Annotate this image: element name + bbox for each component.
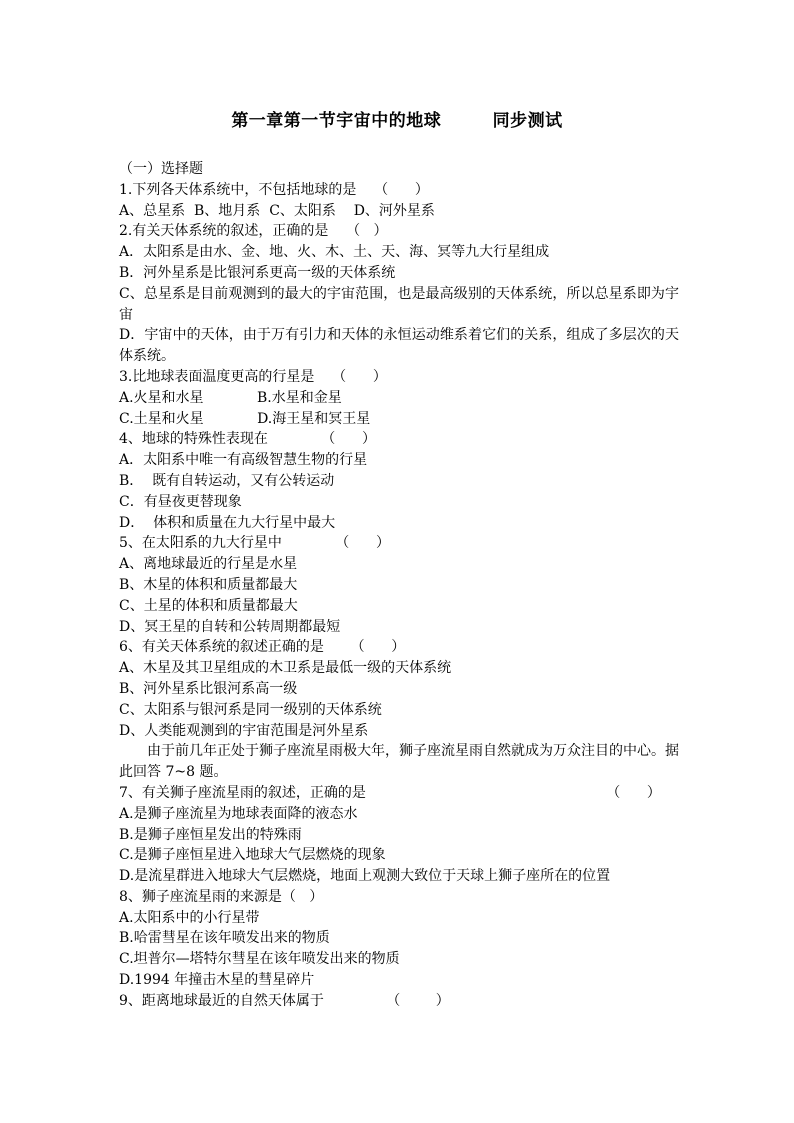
document-title: 第一章第一节宇宙中的地球 同步测试 [231, 111, 563, 131]
question-6-option-b: B、河外星系比银河系高一级 [119, 680, 298, 697]
question-5: 5、在太阳系的九大行星中 （ ） [119, 535, 391, 552]
question-8-option-b: B.哈雷彗星在该年喷发出来的物质 [119, 930, 330, 947]
question-9: 9、距离地球最近的自然天体属于 （ ） [119, 992, 450, 1009]
question-7-option-c: C.是狮子座恒星进入地球大气层燃烧的现象 [119, 847, 386, 864]
question-3-options-ab: A.火星和水星 B.水星和金星 [119, 389, 342, 406]
question-7-option-b: B.是狮子座恒星发出的特殊雨 [119, 826, 302, 843]
question-8-option-a: A.太阳系中的小行星带 [119, 909, 260, 926]
section-heading: （一）选择题 [119, 161, 203, 177]
question-8-option-d: D.1994 年撞击木星的彗星碎片 [119, 972, 315, 989]
question-7-option-d: D.是流星群进入地球大气层燃烧，地面上观测大致位于天球上狮子座所在的位置 [119, 868, 611, 885]
question-6-option-a: A、木星及其卫星组成的木卫系是最低一级的天体系统 [119, 660, 452, 677]
question-2-option-b: B．河外星系是比银河系更高一级的天体系统 [119, 264, 396, 281]
question-1-options: A、总星系 B、地月系 C、太阳系 D、河外星系 [119, 202, 435, 219]
question-2-option-a: A．太阳系是由水、金、地、火、木、土、天、海、冥等九大行星组成 [119, 244, 550, 261]
question-5-option-a: A、离地球最近的行星是水星 [119, 556, 298, 573]
question-2-option-d: D．宇宙中的天体，由于万有引力和天体的永恒运动维系着它们的关系，组成了多层次的天体系统。 [119, 327, 679, 365]
passage-7-8: 由于前几年正处于狮子座流星雨极大年，狮子座流星雨自然就成为万众注目的中心。据此回答 7~8 题。 [119, 743, 679, 781]
question-7: 7、有关狮子座流星雨的叙述，正确的是 （ ） [119, 784, 661, 801]
question-5-option-c: C、土星的体积和质量都最大 [119, 597, 298, 614]
question-8-option-c: C.坦普尔—塔特尔彗星在该年喷发出来的物质 [119, 951, 400, 968]
question-5-option-b: B、木星的体积和质量都最大 [119, 576, 298, 593]
question-4-option-c: C．有昼夜更替现象 [119, 493, 242, 510]
question-4-option-d: D． 体积和质量在九大行星中最大 [119, 514, 336, 531]
question-7-option-a: A.是狮子座流星为地球表面降的液态水 [119, 805, 358, 822]
question-body [119, 159, 679, 1012]
question-6: 6、有关天体系统的叙述正确的是 （ ） [119, 639, 406, 656]
question-8: 8、狮子座流星雨的来源是（ ） [119, 888, 324, 905]
question-6-option-d: D、人类能观测到的宇宙范围是河外星系 [119, 722, 369, 739]
question-4: 4、地球的特殊性表现在 （ ） [119, 431, 377, 448]
question-1: 1.下列各天体系统中，不包括地球的是 （ ） [119, 181, 429, 198]
question-4-option-b: B． 既有自转运动，又有公转运动 [119, 472, 335, 489]
question-3: 3.比地球表面温度更高的行星是 （ ） [119, 368, 387, 385]
question-2: 2.有关天体系统的叙述，正确的是 （ ） [119, 223, 388, 240]
question-2-option-c: C、总星系是目前观测到的最大的宇宙范围，也是最高级别的天体系统，所以总星系即为宇宙 [119, 285, 679, 323]
question-6-option-c: C、太阳系与银河系是同一级别的天体系统 [119, 701, 382, 718]
question-4-option-a: A．太阳系中唯一有高级智慧生物的行星 [119, 452, 368, 469]
question-3-options-cd: C.土星和火星 D.海王星和冥王星 [119, 410, 371, 427]
question-5-option-d: D、冥王星的自转和公转周期都最短 [119, 618, 341, 635]
